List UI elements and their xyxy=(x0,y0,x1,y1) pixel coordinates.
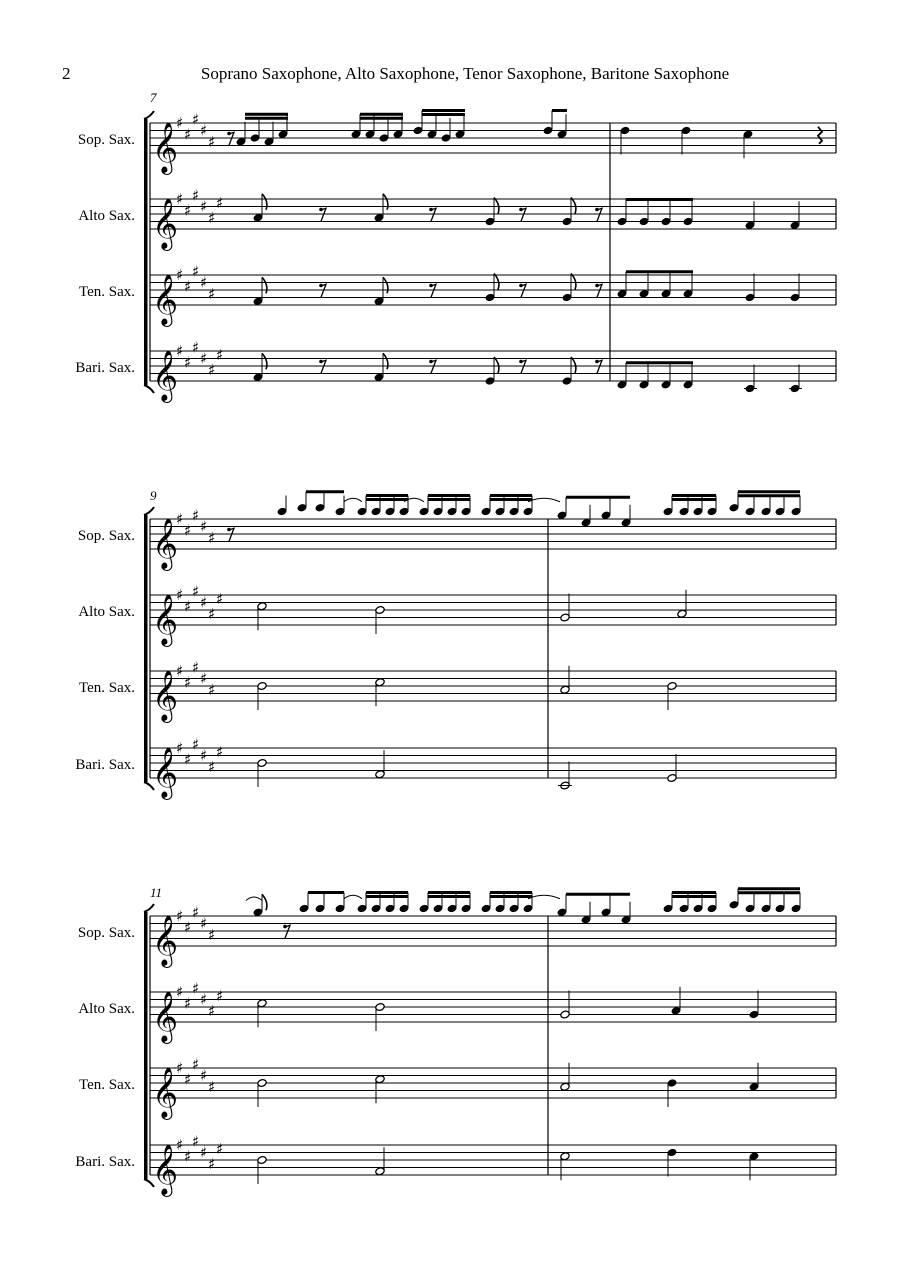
sharp-icon: ♯ xyxy=(192,735,200,754)
note-beam xyxy=(738,891,800,894)
sharp-icon: ♯ xyxy=(184,994,192,1013)
note-beam xyxy=(738,494,800,497)
treble-clef-icon: 𝄞 xyxy=(152,747,179,798)
note-beam xyxy=(672,498,716,501)
sharp-icon: ♯ xyxy=(176,1059,184,1077)
note-beam xyxy=(626,198,693,201)
tie xyxy=(344,498,362,502)
note-beam xyxy=(428,891,470,894)
rest-dot xyxy=(519,208,523,212)
treble-clef-icon: 𝄞 xyxy=(152,1067,179,1118)
page-number: 2 xyxy=(62,64,71,83)
note-beam xyxy=(360,117,403,120)
rest-dot xyxy=(595,360,599,364)
staff-label-baritone: Bari. Sax. xyxy=(75,360,135,376)
note-beam xyxy=(360,113,403,116)
sharp-icon: ♯ xyxy=(176,1136,184,1154)
rest-dot xyxy=(595,208,599,212)
note-beam xyxy=(490,895,532,898)
treble-clef-icon: 𝄞 xyxy=(152,915,179,966)
sharp-icon: ♯ xyxy=(208,757,216,776)
staff-label-alto: Alto Sax. xyxy=(78,604,135,620)
instrument-header: Soprano Saxophone, Alto Saxophone, Tenor Saxophone, Baritone Saxophone xyxy=(200,64,730,83)
sharp-icon: ♯ xyxy=(200,593,208,612)
sharp-icon: ♯ xyxy=(184,521,192,540)
sharp-icon: ♯ xyxy=(216,1139,224,1158)
sharp-icon: ♯ xyxy=(192,582,200,601)
sharp-icon: ♯ xyxy=(184,1147,192,1166)
staff-label-alto: Alto Sax. xyxy=(78,208,135,224)
tie xyxy=(246,897,262,901)
sharp-icon: ♯ xyxy=(184,201,192,220)
treble-clef-icon: 𝄞 xyxy=(152,350,179,401)
staff-label-tenor: Ten. Sax. xyxy=(78,1077,135,1093)
treble-clef-icon: 𝄞 xyxy=(152,991,179,1042)
sharp-icon: ♯ xyxy=(184,597,192,616)
sharp-icon: ♯ xyxy=(184,353,192,372)
note-beam xyxy=(738,887,800,890)
note-flag xyxy=(571,357,576,373)
sharp-icon: ♯ xyxy=(216,589,224,608)
sharp-icon: ♯ xyxy=(200,746,208,765)
sharp-icon: ♯ xyxy=(184,673,192,692)
sharp-icon: ♯ xyxy=(192,338,200,357)
sharp-icon: ♯ xyxy=(200,273,208,292)
note-beam xyxy=(552,109,567,112)
rest-dot xyxy=(595,284,599,288)
sharp-icon: ♯ xyxy=(208,925,216,944)
note-flag xyxy=(383,353,388,369)
rest-dot xyxy=(319,208,323,212)
note-flag xyxy=(262,194,267,210)
sharp-icon: ♯ xyxy=(176,907,184,925)
bracket-hook xyxy=(144,904,154,912)
treble-clef-icon: 𝄞 xyxy=(152,274,179,325)
sharp-icon: ♯ xyxy=(192,506,200,525)
treble-clef-icon: 𝄞 xyxy=(152,670,179,721)
note-beam xyxy=(245,117,288,120)
staff-label-soprano: Sop. Sax. xyxy=(77,925,135,941)
sharp-icon: ♯ xyxy=(176,510,184,528)
note-beam xyxy=(672,895,716,898)
note-beam xyxy=(490,498,532,501)
note-flag xyxy=(262,277,267,293)
rest-dot xyxy=(429,208,433,212)
sharp-icon: ♯ xyxy=(208,680,216,699)
sharp-icon: ♯ xyxy=(176,586,184,604)
staff-label-tenor: Ten. Sax. xyxy=(78,284,135,300)
note-beam xyxy=(490,891,532,894)
rest-dot xyxy=(429,360,433,364)
sharp-icon: ♯ xyxy=(192,658,200,677)
note-flag xyxy=(571,274,576,290)
system-bracket xyxy=(144,515,148,782)
sharp-icon: ♯ xyxy=(200,990,208,1009)
note-beam xyxy=(626,270,693,273)
note-beam xyxy=(422,113,465,116)
sharp-icon: ♯ xyxy=(216,986,224,1005)
sharp-icon: ♯ xyxy=(200,121,208,140)
note-flag xyxy=(383,277,388,293)
system-bracket xyxy=(144,119,148,385)
staff-label-soprano: Sop. Sax. xyxy=(77,528,135,544)
sharp-icon: ♯ xyxy=(200,349,208,368)
note-beam xyxy=(428,494,470,497)
sharp-icon: ♯ xyxy=(208,1001,216,1020)
treble-clef-icon: 𝄞 xyxy=(152,518,179,569)
sharp-icon: ♯ xyxy=(184,918,192,937)
sharp-icon: ♯ xyxy=(200,517,208,536)
staff-label-baritone: Bari. Sax. xyxy=(75,757,135,773)
note-flag xyxy=(494,274,499,290)
sharp-icon: ♯ xyxy=(176,739,184,757)
rest-dot xyxy=(429,284,433,288)
note-beam xyxy=(428,498,470,501)
sharp-icon: ♯ xyxy=(192,1132,200,1151)
note-flag xyxy=(262,894,267,910)
sharp-icon: ♯ xyxy=(208,208,216,227)
sharp-icon: ♯ xyxy=(208,360,216,379)
note-flag xyxy=(262,353,267,369)
sharp-icon: ♯ xyxy=(184,125,192,144)
bracket-hook xyxy=(144,111,154,119)
sharp-icon: ♯ xyxy=(208,1154,216,1173)
note-flag xyxy=(571,198,576,214)
tie xyxy=(528,895,560,899)
treble-clef-icon: 𝄞 xyxy=(152,594,179,645)
sharp-icon: ♯ xyxy=(208,604,216,623)
rest-dot xyxy=(227,528,231,532)
note-beam xyxy=(626,361,693,364)
note-beam xyxy=(490,494,532,497)
sharp-icon: ♯ xyxy=(192,110,200,129)
staff-label-baritone: Bari. Sax. xyxy=(75,1154,135,1170)
note-beam xyxy=(422,109,465,112)
system-bracket xyxy=(144,912,148,1179)
sharp-icon: ♯ xyxy=(192,979,200,998)
sharp-icon: ♯ xyxy=(200,197,208,216)
sharp-icon: ♯ xyxy=(192,1055,200,1074)
treble-clef-icon: 𝄞 xyxy=(152,198,179,249)
tie xyxy=(528,498,560,502)
sharp-icon: ♯ xyxy=(184,1070,192,1089)
sharp-icon: ♯ xyxy=(176,342,184,360)
sharp-icon: ♯ xyxy=(176,190,184,208)
sharp-icon: ♯ xyxy=(192,186,200,205)
sharp-icon: ♯ xyxy=(200,1143,208,1162)
note-flag xyxy=(383,194,388,210)
note-beam xyxy=(566,496,630,499)
sharp-icon: ♯ xyxy=(208,284,216,303)
note-beam xyxy=(366,895,408,898)
note-beam xyxy=(566,893,630,896)
sharp-icon: ♯ xyxy=(216,193,224,212)
note-beam xyxy=(366,891,408,894)
sharp-icon: ♯ xyxy=(192,903,200,922)
rest-dot xyxy=(319,284,323,288)
sharp-icon: ♯ xyxy=(184,277,192,296)
sharp-icon: ♯ xyxy=(200,914,208,933)
note-beam xyxy=(306,490,344,493)
sharp-icon: ♯ xyxy=(208,528,216,547)
sharp-icon: ♯ xyxy=(200,1066,208,1085)
sharp-icon: ♯ xyxy=(176,662,184,680)
note-beam xyxy=(366,498,408,501)
measure-number: 11 xyxy=(150,885,163,900)
sharp-icon: ♯ xyxy=(176,114,184,132)
sharp-icon: ♯ xyxy=(176,983,184,1001)
quarter-rest-icon xyxy=(818,127,822,144)
sharp-icon: ♯ xyxy=(216,742,224,761)
note-beam xyxy=(672,494,716,497)
sharp-icon: ♯ xyxy=(200,669,208,688)
rest-dot xyxy=(519,360,523,364)
note-beam xyxy=(428,895,470,898)
note-beam xyxy=(738,490,800,493)
note-beam xyxy=(245,113,288,116)
tie xyxy=(344,895,362,899)
sharp-icon: ♯ xyxy=(176,266,184,284)
note-beam xyxy=(672,891,716,894)
staff-label-alto: Alto Sax. xyxy=(78,1001,135,1017)
rest-dot xyxy=(227,132,231,136)
rest-dot xyxy=(283,925,287,929)
treble-clef-icon: 𝄞 xyxy=(152,1144,179,1195)
sharp-icon: ♯ xyxy=(216,345,224,364)
note-flag xyxy=(494,357,499,373)
measure-number: 7 xyxy=(150,90,157,105)
note-beam xyxy=(308,891,344,894)
rest-dot xyxy=(519,284,523,288)
sharp-icon: ♯ xyxy=(192,262,200,281)
staff-label-soprano: Sop. Sax. xyxy=(77,132,135,148)
sharp-icon: ♯ xyxy=(208,1077,216,1096)
sharp-icon: ♯ xyxy=(184,750,192,769)
note-flag xyxy=(494,198,499,214)
bracket-hook xyxy=(144,507,154,515)
note-beam xyxy=(366,494,408,497)
sharp-icon: ♯ xyxy=(208,132,216,151)
staff-label-tenor: Ten. Sax. xyxy=(78,680,135,696)
treble-clef-icon: 𝄞 xyxy=(152,122,179,173)
rest-dot xyxy=(319,360,323,364)
measure-number: 9 xyxy=(150,488,157,503)
